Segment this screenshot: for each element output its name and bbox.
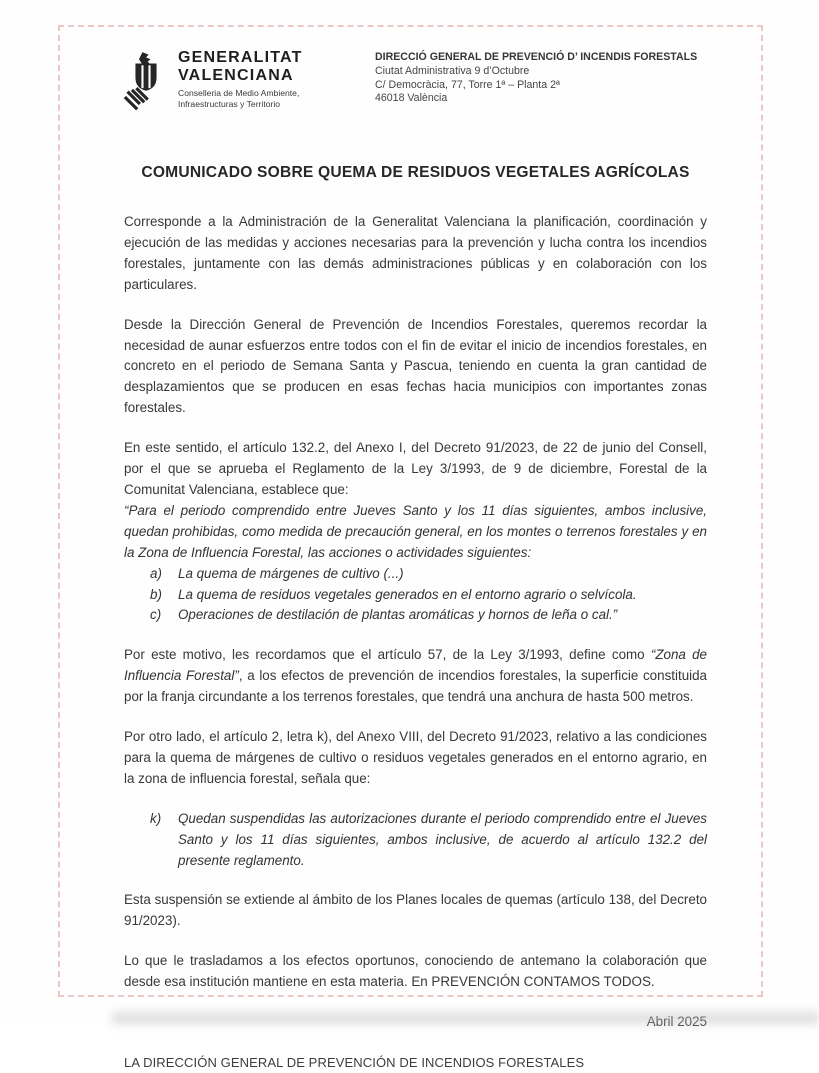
paragraph-closing: Lo que le trasladamos a los efectos oportunos, conociendo de antemano la colaboración que desde esa institución mantiene en esta materia. En PREVENCIÓN CONTAMOS TODOS. [124, 953, 707, 990]
p4-italic-term: “Zona de Influencia Forestal” [124, 647, 707, 684]
paragraph-annex-viii: Por otro lado, el artículo 2, letra k), del Anexo VIII, del Decreto 91/2023, relativo a las condiciones para la quema de márgenes de cultivo o residuos vegetales generados en el entorno agrario, en la zona de influencia forestal, señala que: [124, 729, 707, 786]
clause-k-marker: k) [150, 810, 162, 826]
document-body [124, 212, 707, 1073]
list-item-marker: a) [150, 565, 162, 581]
list-item-b [150, 585, 707, 606]
legal-quote-intro: “Para el periodo comprendido entre Jueves Santo y los 11 días siguientes, ambos inclusive, quedan prohibidas, como medida de precaución general, en los montes o terrenos forestales y en la Zona de Influencia Forestal, las acciones o actividades siguientes: [124, 502, 707, 560]
generalitat-logo [124, 49, 303, 118]
list-item-marker: c) [150, 607, 162, 623]
list-item-a [150, 564, 707, 585]
logo-org-line1: GENERALITAT [178, 49, 303, 66]
paragraph-suspension-scope: Esta suspensión se extiende al ámbito de los Planes locales de quemas (artículo 138, del Decreto 91/2023). [124, 892, 707, 929]
address-line-3: C/ Democràcia, 77, Torre 1ª – Planta 2ª [375, 78, 560, 91]
paragraph-decree-intro: En este sentido, el artículo 132.2, del Anexo I, del Decreto 91/2023, de 22 de junio del Consell, por el que se aprueba el Reglamento de la Ley 3/1993, de 9 de diciembre, Forestal de la Comunitat Valenciana, establece que: [124, 440, 707, 497]
paragraph-zone-definition [124, 645, 707, 708]
list-item-text: Operaciones de destilación de plantas aromáticas y hornos de leña o cal.” [178, 607, 618, 623]
address-line-1: DIRECCIÓ GENERAL DE PREVENCIÓ D’ INCENDIS FORESTALS [375, 51, 698, 63]
page-border [58, 25, 763, 1070]
address-line-2: Ciutat Administrativa 9 d’Octubre [375, 64, 530, 77]
list-item-marker: b) [150, 586, 162, 602]
paragraph-responsibility: Corresponde a la Administración de la Generalitat Valenciana la planificación, coordinación y ejecución de las medidas y acciones necesarias para la prevención y lucha contra los incendios forestales, juntamente con las demás administraciones públicas y en colaboración con los particulares. [124, 214, 707, 292]
signature-line: LA DIRECCIÓN GENERAL DE PREVENCIÓN DE INCENDIOS FORESTALES [124, 1055, 585, 1070]
logo-org-line2: VALENCIANA [178, 66, 294, 84]
document-title: COMUNICADO SOBRE QUEMA DE RESIDUOS VEGETALES AGRÍCOLAS [141, 164, 690, 181]
gv-emblem-icon [124, 51, 168, 118]
logo-text-block [178, 49, 303, 110]
scan-artifact-bar [112, 1012, 819, 1024]
sender-address-block [375, 51, 707, 106]
p4-pre: Por este motivo, les recordamos que el artículo 57, de la Ley 3/1993, define como [124, 647, 651, 663]
address-line-4: 46018 València [375, 92, 448, 105]
list-item-text: La quema de márgenes de cultivo (...) [178, 565, 404, 581]
p4-post: , a los efectos de prevención de incendios forestales, la superficie constituida por la franja circundante a los terrenos forestales, que tendrá una anchura de hasta 500 metros. [124, 668, 708, 705]
paragraph-reminder: Desde la Dirección General de Prevención de Incendios Forestales, queremos recordar la necesidad de aunar esfuerzos entre todos con el fin de evitar el inicio de incendios forestales, en concreto en el periodo de Semana Santa y Pascua, teniendo en cuenta la gran cantidad de desplazamientos que se producen en esas fechas hacia municipios con importantes zonas forestales. [124, 316, 707, 416]
clause-k [150, 809, 707, 872]
logo-dept-line2: Infraestructuras y Territorio [178, 98, 281, 109]
clause-k-text: Quedan suspendidas las autorizaciones durante el periodo comprendido entre el Jueves Santo y los 11 días siguientes, ambos inclusive, de acuerdo al artículo 132.2 del presente reglamento. [178, 810, 707, 868]
prohibited-activities-list [150, 564, 707, 627]
letterhead [124, 49, 707, 118]
list-item-text: La quema de residuos vegetales generados en el entorno agrario o selvícola. [178, 586, 637, 602]
list-item-c [150, 605, 707, 626]
logo-dept-line1: Conselleria de Medio Ambiente, [178, 87, 300, 98]
